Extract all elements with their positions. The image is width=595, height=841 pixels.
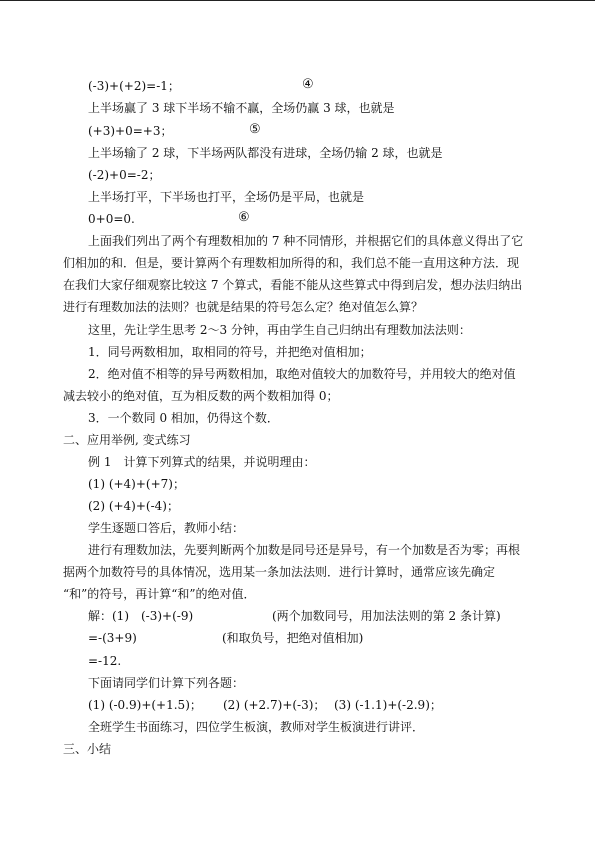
exercise-item-1: (1) (-0.9)+(+1.5)； xyxy=(88,698,202,712)
paragraph-line: 们相加的和．但是，要计算两个有理数相加所得的和，我们总不能一直用这种方法．现 xyxy=(63,256,520,270)
solution-note-1: (两个加数同号，用加法法则的第 2 条计算) xyxy=(272,609,501,623)
paragraph-line: 全班学生书面练习，四位学生板演，教师对学生板演进行讲评． xyxy=(88,720,425,734)
equation-marker-6: ⑥ xyxy=(238,210,250,225)
solution-step-2: =-(3+9) xyxy=(88,631,137,645)
section-heading-2: 二、应用举例, 变式练习 xyxy=(63,433,191,447)
exercise-item-2: (2) (+2.7)+(-3)； xyxy=(223,698,326,712)
text-line: 上半场赢了 3 球下半场不输不赢，全场仍赢 3 球，也就是 xyxy=(88,101,395,115)
equation-marker-4: ④ xyxy=(302,77,314,92)
text-line: 上半场打平，下半场也打平，全场仍是平局，也就是 xyxy=(88,190,365,204)
solution-note-2: (和取负号，把绝对值相加) xyxy=(222,631,364,645)
example-item-1: (1) (+4)+(+7)； xyxy=(88,477,185,491)
rule-3: 3．一个数同 0 相加，仍得这个数． xyxy=(88,411,279,425)
equation-line: 0+0=0. xyxy=(88,212,135,226)
solution-step-3: =-12. xyxy=(88,654,122,668)
solution-step-1: 解：(1) (-3)+(-9) xyxy=(88,609,194,623)
paragraph-line: 下面请同学们计算下列各题： xyxy=(88,676,245,690)
page-top-rule xyxy=(0,0,595,1)
paragraph-line: “和”的符号，再计算“和”的绝对值． xyxy=(63,587,256,601)
paragraph-line: 进行有理数加法的法则？也就是结果的符号怎么定？绝对值怎么算？ xyxy=(63,300,424,314)
equation-line: (+3)+0=+3； xyxy=(88,124,173,138)
rule-2: 2．绝对值不相等的异号两数相加，取绝对值较大的加数符号，并用较大的绝对值 xyxy=(88,367,516,381)
paragraph-line: 这里，先让学生思考 2～3 分钟，再由学生自己归纳出有理数加法法则： xyxy=(88,323,471,337)
paragraph-line: 进行有理数加法，先要判断两个加数是同号还是异号，有一个加数是否为零；再根 xyxy=(88,543,521,557)
example-title: 例 1 计算下列算式的结果，并说明理由： xyxy=(88,455,316,469)
section-heading-3: 三、小结 xyxy=(63,742,112,756)
equation-line: (-2)+0=-2； xyxy=(88,168,161,182)
equation-marker-5: ⑤ xyxy=(249,122,261,137)
rule-2-continued: 减去较小的绝对值，互为相反数的两个数相加得 0； xyxy=(63,389,339,403)
text-line: 上半场输了 2 球，下半场两队都没有进球，全场仍输 2 球，也就是 xyxy=(88,146,443,160)
paragraph-line: 据两个加数符号的具体情况，选用某一条加法法则．进行计算时，通常应该先确定 xyxy=(63,565,496,579)
equation-line: (-3)+(+2)=-1； xyxy=(88,79,180,93)
paragraph-line: 在我们大家仔细观察比较这 7 个算式，看能不能从这些算式中得到启发，想办法归纳出 xyxy=(63,278,523,292)
paragraph-line: 上面我们列出了两个有理数相加的 7 种不同情形，并根据它们的具体意义得出了它 xyxy=(88,234,524,248)
rule-1: 1．同号两数相加，取相同的符号，并把绝对值相加； xyxy=(88,345,372,359)
paragraph-line: 学生逐题口答后，教师小结： xyxy=(88,521,245,535)
example-item-2: (2) (+4)+(-4)； xyxy=(88,499,179,513)
exercise-item-3: (3) (-1.1)+(-2.9)； xyxy=(334,698,442,712)
